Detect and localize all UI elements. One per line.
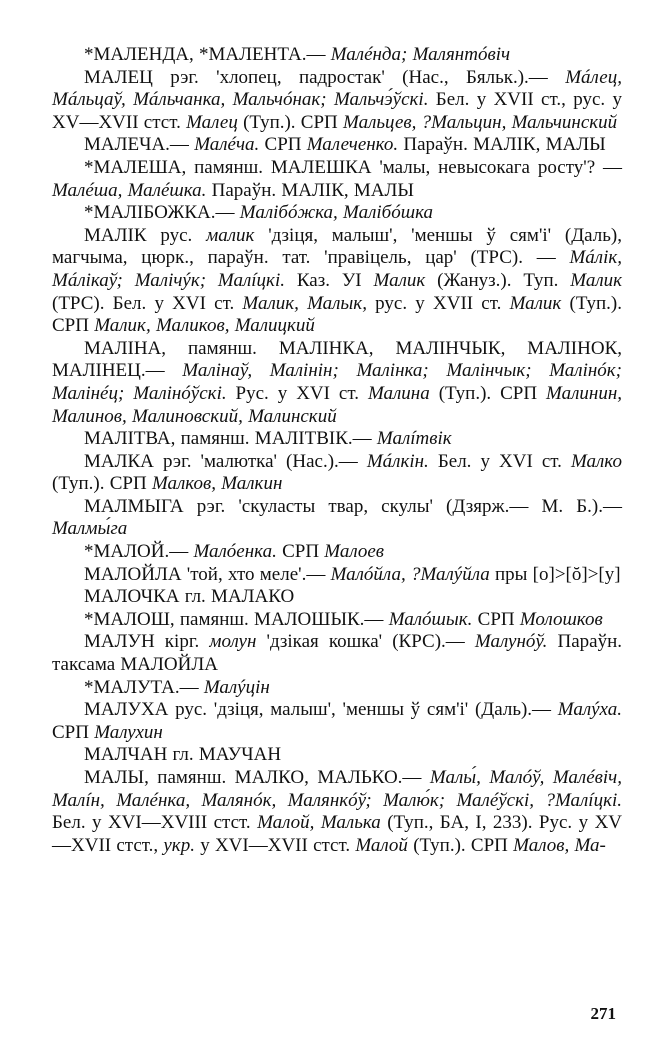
surname-forms: Малинин, Малинов, Малиновский, Малинский [52,382,622,427]
dictionary-entry [52,496,622,541]
entry-text: у XVI—XVII стст. [194,834,356,856]
dictionary-entry [52,586,622,609]
entry-text: МАЛМЫГА рэг. 'скуласты твар, скулы' (Дзярж.— М. Б.).— [84,495,622,517]
surname-forms: Малібóжка, Малібóшка [239,202,433,224]
entry-text: 'дзікая кошка' (КРС).— [256,631,475,653]
dictionary-entry [52,744,622,767]
entry-text: Параўн. МАЛІК, МАЛЫ [206,179,414,201]
entry-text: Рус. у XVI ст. [226,382,368,404]
entry-text: (Туп.). СРП [52,473,152,495]
surname-forms: Малик [570,269,623,291]
surname-forms: Малков, Малкин [151,473,283,495]
entry-text: МАЛЕЦ рэг. 'хлопец, падростак' (Нас., Бяльк.).— [84,66,566,88]
dictionary-entry [52,541,622,564]
dictionary-entry [52,134,622,157]
entry-text: (Туп.). СРП [52,292,622,337]
surname-forms: Малик [373,269,426,291]
entry-text: Параўн. МАЛІК, МАЛЫ [398,134,606,156]
entry-text: (Туп.). СРП [429,382,547,404]
dictionary-entry [52,44,622,67]
surname-forms: Малы́, Малóў, Малéвіч, Малíн, Малéнка, Малянóк, Малянкóў; Малю́к; Малéўскі, ?Малíцкі. [52,767,622,811]
surname-forms: Малунóў. [474,631,548,653]
surname-forms: Мáлкін. [366,450,429,472]
dictionary-entry [52,202,622,225]
surname-forms: Малýцін [203,676,270,698]
entry-text: пры [о]>[ŏ]>[у] [489,563,621,585]
surname-forms: Малóшык. [388,608,473,630]
surname-forms: Малýха. [557,699,622,721]
entry-text: *МАЛОШ, памянш. МАЛОШЫК.— [84,608,389,630]
entry-text: МАЛІНА, памянш. МАЛІНКА, МАЛІНЧЫК, МАЛІНОК, МАЛІНЕЦ.— [52,337,622,382]
dictionary-entry [52,631,622,676]
entry-text: МАЛЕЧА.— [84,134,195,156]
entry-text: (ТРС). Бел. у XVI ст. [52,292,243,314]
entry-text: СРП [259,134,307,156]
entry-text: МАЛЧАН гл. МАУЧАН [84,744,282,766]
surname-forms: Малина [367,382,430,404]
surname-forms: Молошков [519,608,603,630]
dictionary-entry [52,67,622,135]
entry-text: Бел. у XVI—XVIII стст. [52,812,258,834]
entry-text: *МАЛОЙ.— [84,541,194,563]
entry-text: МАЛКА рэг. 'малютка' (Нас.).— [84,450,367,472]
surname-forms: Мальцев, ?Мальцин, Мальчинский [343,111,618,133]
dictionary-entry [52,609,622,632]
surname-forms: Малко [570,450,622,472]
entry-text: *МАЛЕНДА, *МАЛЕНТА.— [84,44,331,65]
entry-text: *МАЛЕША, памянш. МАЛЕШКА 'малы, невысокага росту'? — [84,156,622,178]
surname-forms: Малой [355,834,408,856]
dictionary-entry [52,677,622,700]
entry-text: МАЛОЙЛА 'той, хто меле'.— [84,563,331,585]
entry-text: МАЛУХА рус. 'дзіця, малыш', 'меншы ў сям'і' (Даль).— [84,699,558,721]
entry-text: (Жануз.). Туп. [425,269,571,291]
dictionary-entry [52,157,622,202]
entry-text: рус. у XVII ст. [366,292,510,314]
entry-text: (Туп.). СРП [407,834,514,856]
dictionary-entry [52,699,622,744]
surname-forms: Малóйла, ?Малýйла [330,563,490,585]
dictionary-entry [52,225,622,338]
surname-forms: Малінаў, Малінін; Малінка; Малінчык; Малінóк; Малінéц; Малінóўскі. [52,360,622,404]
surname-forms: Малéча. [194,134,260,156]
dictionary-entry [52,451,622,496]
surname-forms: Малой, Малька [257,812,381,834]
entry-text: Параўн. таксама МАЛОЙЛА [52,631,622,676]
surname-forms: малик [206,224,255,246]
surname-forms: Малик, Маликов, Малицкий [94,315,315,337]
entry-text: Бел. у XVII ст., рус. у XV—XVII стст. [52,89,622,133]
surname-forms: Малóенка. [193,541,277,563]
entry-text: СРП [472,608,520,630]
dictionary-entry [52,428,622,451]
entry-text: *МАЛІБОЖКА.— [84,202,240,224]
surname-forms: Малец [186,111,238,133]
entry-text: СРП [276,541,325,563]
surname-forms: Мáлец, Мáльцаў, Мáльчанка, Мальчóнак; Мальчэ́ўскі. [52,66,622,111]
entry-text: МАЛІК рус. [84,224,207,246]
entry-text: МАЛОЧКА гл. МАЛАКО [84,586,295,608]
entry-text: 'дзіця, малыш', 'меншы ў сям'і' (Даль), магчыма, цюрк., параўн. тат. 'правіцель, цар' (ТРС). — [52,224,622,269]
surname-forms: Малоев [324,541,385,563]
surname-forms: укр. [163,834,195,856]
surname-forms: Малов, Ма- [513,834,606,856]
entry-text: (Туп., БА, І, 233). Рус. у XV—XVII стст., [52,812,623,856]
surname-forms: Малéнда; Малянтóвіч [330,44,511,65]
entry-text: МАЛЫ, памянш. МАЛКО, МАЛЬКО.— [84,767,430,788]
entry-text: МАЛІТВА, памянш. МАЛІТВІК.— [84,428,377,450]
surname-forms: Малíтвік [376,428,452,450]
dictionary-entry [52,564,622,587]
surname-forms: Малик, Малык, [242,292,367,314]
entry-text: *МАЛУТА.— [84,676,204,698]
surname-forms: Малéша, Малéшка. [52,179,207,201]
entry-text: Бел. у XVI ст. [428,450,571,472]
surname-forms: Малухин [94,721,163,743]
surname-forms: Малмы́га [52,518,128,540]
dictionary-entry [52,767,622,857]
entry-text: МАЛУН кірг. [84,631,210,653]
entry-text: Каз. УІ [284,269,374,291]
surname-forms: Малик [509,292,562,314]
surname-forms: Мáлік, Мáлікаў; Малічýк; Малíцкі. [52,247,622,291]
entries-column [52,44,622,857]
page-number: 271 [590,1004,616,1023]
dictionary-entry [52,338,622,428]
entry-text: (Туп.). СРП [237,111,344,133]
surname-forms: молун [209,631,257,653]
surname-forms: Малеченко. [306,134,399,156]
entry-text: СРП [52,721,95,743]
